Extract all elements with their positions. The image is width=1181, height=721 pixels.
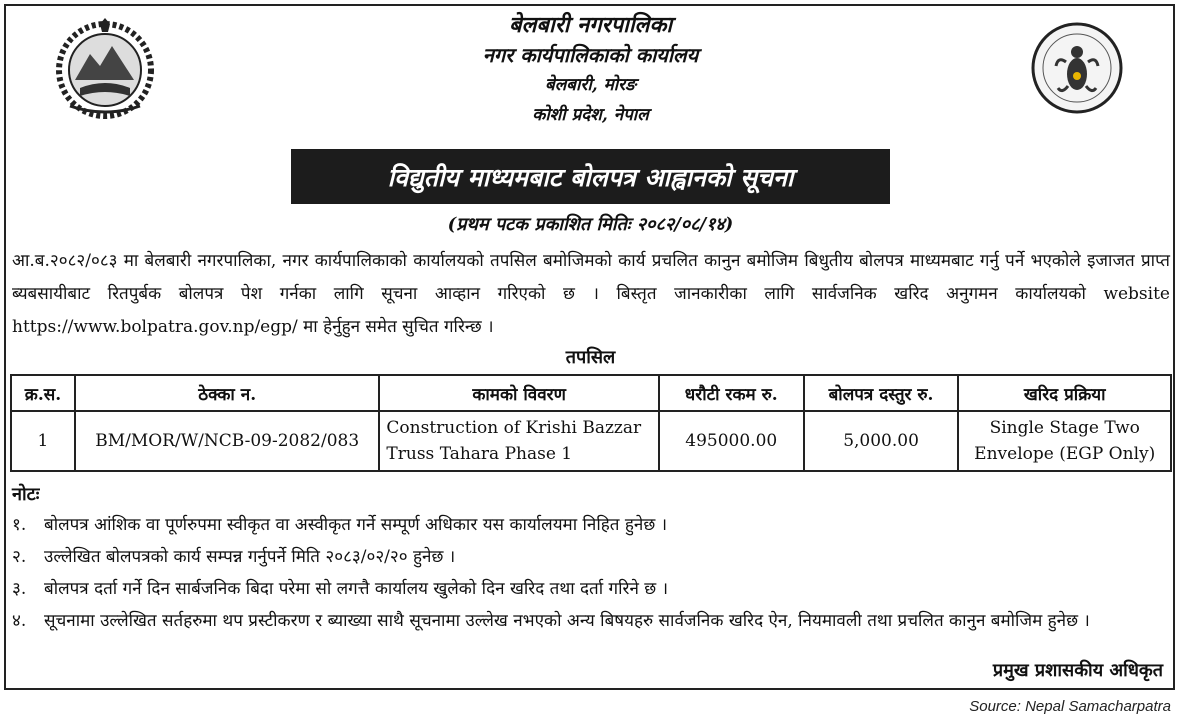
column-header-fee: बोलपत्र दस्तुर रु. xyxy=(804,375,959,411)
notes-title: नोटः xyxy=(12,484,40,505)
cell-fee: 5,000.00 xyxy=(804,411,959,471)
column-header-deposit: धरौटी रकम रु. xyxy=(659,375,804,411)
note-number: १. xyxy=(12,515,27,535)
cell-description: Construction of Krishi Bazzar Truss Tahara Phase 1 xyxy=(379,411,658,471)
table-row xyxy=(11,411,1171,471)
note-text: बोलपत्र दर्ता गर्ने दिन सार्बजनिक बिदा परेमा सो लगत्तै कार्यालय खुलेको दिन खरिद तथा दर्ता गरिने छ । xyxy=(44,579,669,599)
intro-paragraph: आ.ब.२०८२/०८३ मा बेलबारी नगरपालिका, नगर कार्यपालिकाको कार्यालयको तपसिल बमोजिमको कार्य प्रचलित कानुन बमोजिम बिधुतीय बोलपत्र माध्यमबाट गर्नु पर्ने भएकोले इजाजत प्राप्त ब्यबसायीबाट रितपुर्बक बोलपत्र पेश गर्नका लागि सूचना आव्हान गरिएको छ । बिस्तृत जानकारीका लागि सार्वजनिक खरिद अनुगमन कार्यालयको website https://www.bolpatra.gov.np/egp/ मा हेर्नुहुन समेत सुचित गरिन्छ । xyxy=(12,251,1170,337)
column-header-procedure: खरिद प्रक्रिया xyxy=(958,375,1171,411)
list-item xyxy=(12,606,1170,636)
column-header-description: कामको विवरण xyxy=(379,375,658,411)
note-number: २. xyxy=(12,547,27,567)
source-credit: Source: Nepal Samacharpatra xyxy=(969,698,1171,715)
notes-list xyxy=(12,510,1170,638)
column-header-sn: क्र.स. xyxy=(11,375,75,411)
list-item xyxy=(12,510,1170,540)
note-text: सूचनामा उल्लेखित सर्तहरुमा थप प्रस्टीकरण र ब्याख्या साथै सूचनामा उल्लेख नभएको अन्य बिषयहरु सार्वजनिक खरिद ऐन, नियमावली तथा प्रचलित कानुन बमोजिम हुनेछ । xyxy=(44,611,1090,631)
notice-title-banner: विद्युतीय माध्यमबाट बोलपत्र आह्वानको सूचना xyxy=(291,149,890,204)
office-header xyxy=(0,10,1181,130)
cell-deposit: 495000.00 xyxy=(659,411,804,471)
list-item xyxy=(12,574,1170,604)
column-header-contract: ठेक्का न. xyxy=(75,375,379,411)
note-text: बोलपत्र आंशिक वा पूर्णरुपमा स्वीकृत वा अस्वीकृत गर्ने सम्पूर्ण अधिकार यस कार्यालयमा निहित हुनेछ । xyxy=(44,515,668,535)
signatory-title: प्रमुख प्रशासकीय अधिकृत xyxy=(992,660,1163,681)
municipality-name: बेलबारी नगरपालिका xyxy=(508,12,673,38)
tender-table xyxy=(10,374,1172,472)
list-item xyxy=(12,542,1170,572)
note-number: ३. xyxy=(12,579,27,599)
office-location: बेलबारी, मोरङ xyxy=(545,75,636,95)
note-number: ४. xyxy=(12,611,27,631)
province-country: कोशी प्रदेश, नेपाल xyxy=(532,105,649,125)
publication-date: (प्रथम पटक प्रकाशित मितिः २०८२/०८/१४) xyxy=(447,214,734,235)
note-text: उल्लेखित बोलपत्रको कार्य सम्पन्न गर्नुपर्ने मिति २०८३/०२/२० हुनेछ । xyxy=(44,547,456,567)
cell-contract: BM/MOR/W/NCB-09-2082/083 xyxy=(75,411,379,471)
table-header-row xyxy=(11,375,1171,411)
table-heading: तपसिल xyxy=(565,347,616,368)
cell-sn: 1 xyxy=(11,411,75,471)
cell-procedure: Single Stage Two Envelope (EGP Only) xyxy=(958,411,1171,471)
office-name: नगर कार्यपालिकाको कार्यालय xyxy=(482,43,699,67)
